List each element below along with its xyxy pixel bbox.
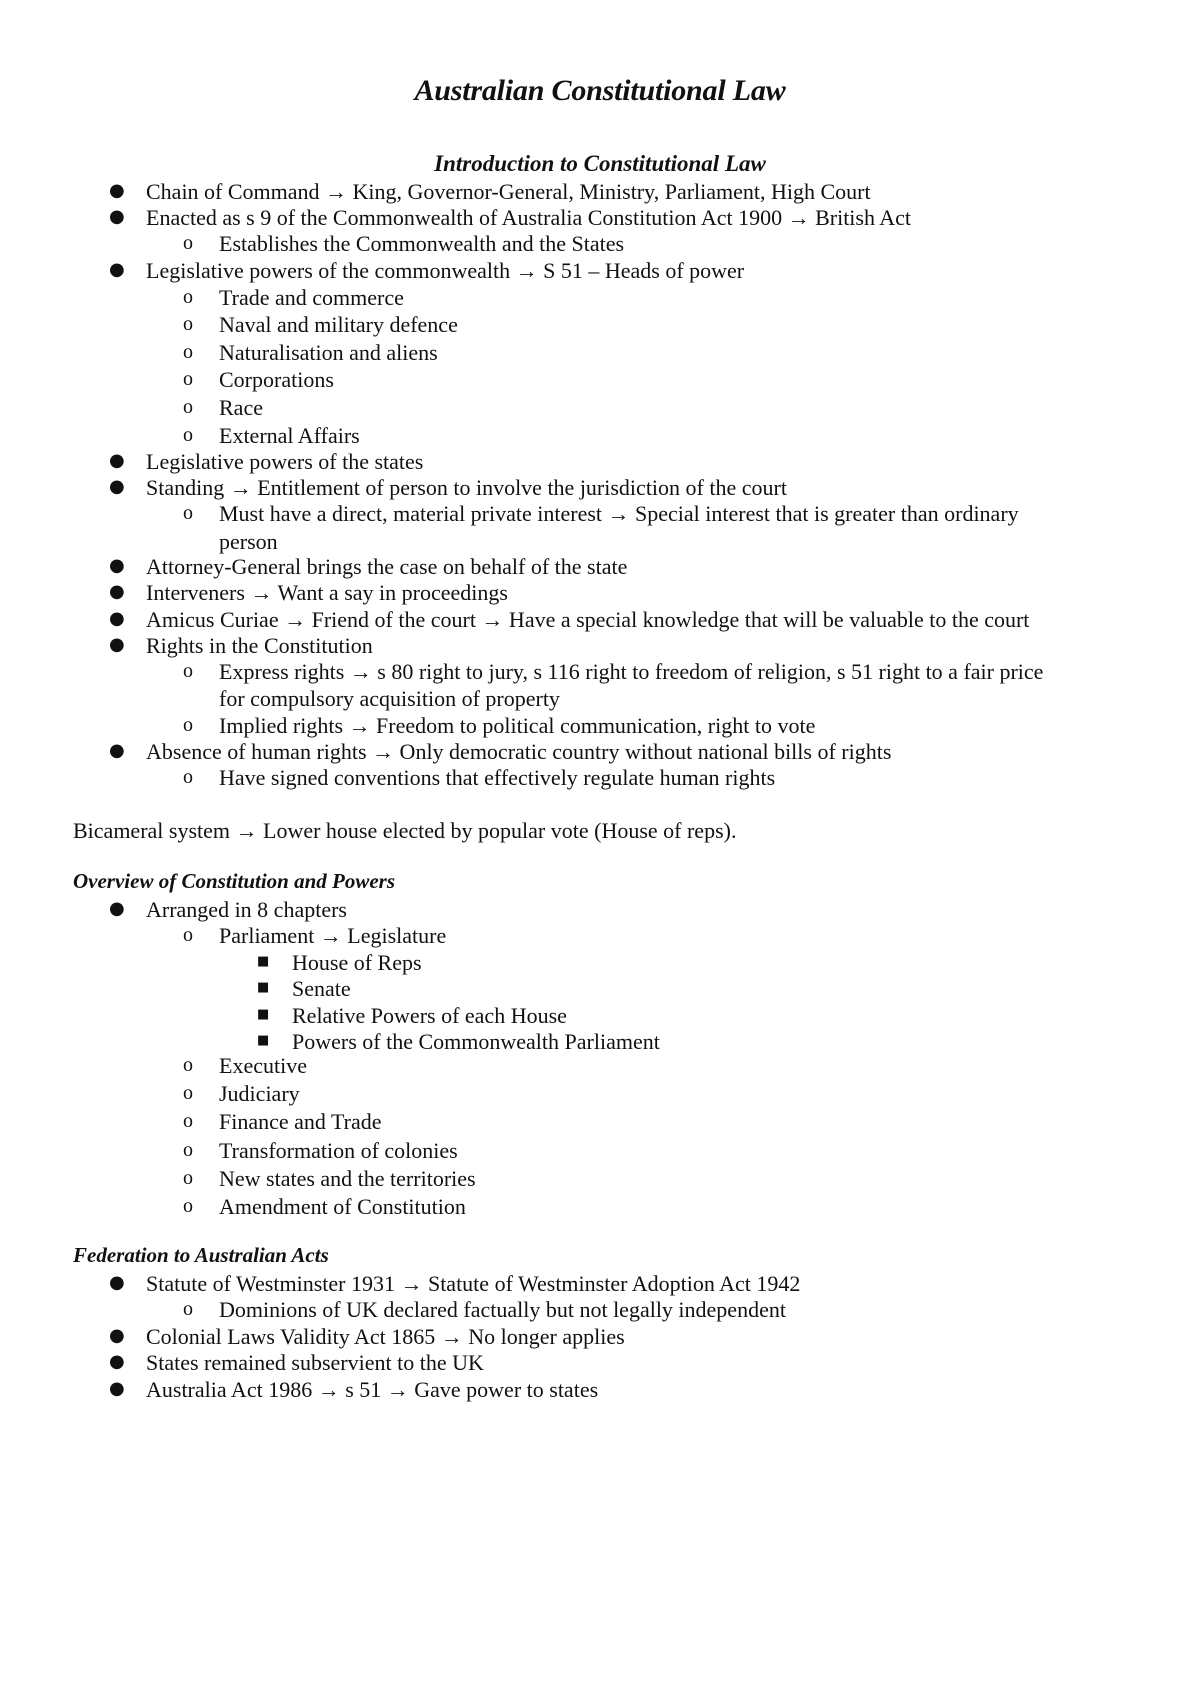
list-item: Chain of Command → King, Governor-General, Ministry, Parliament, High Court <box>146 179 871 204</box>
bullet-icon: ● <box>109 581 125 602</box>
list-item: Parliament → Legislature <box>219 923 447 948</box>
sub-bullet-icon: o <box>183 714 193 736</box>
square-bullet-icon: ■ <box>257 1033 270 1048</box>
sub-bullet-icon: o <box>183 396 193 418</box>
bullet-icon: ● <box>109 555 125 576</box>
list-item: Trade and commerce <box>219 285 404 310</box>
list-item: Legislative powers of the commonwealth → S 51 – Heads of power <box>146 258 745 283</box>
sub-bullet-icon: o <box>183 1167 193 1189</box>
sub-bullet-icon: o <box>183 424 193 446</box>
sub-bullet-icon: o <box>183 502 193 524</box>
sub-bullet-icon: o <box>183 1110 193 1132</box>
list-item: Legislative powers of the states <box>146 449 424 474</box>
document-title: Australian Constitutional Law <box>414 74 786 107</box>
list-item: Dominions of UK declared factually but not legally independent <box>219 1297 786 1322</box>
list-item: Relative Powers of each House <box>292 1003 567 1028</box>
list-item: Judiciary <box>219 1081 300 1106</box>
list-item: Arranged in 8 chapters <box>146 897 347 922</box>
bullet-icon: ● <box>109 1325 125 1346</box>
square-bullet-icon: ■ <box>257 1007 270 1022</box>
bullet-icon: ● <box>109 450 125 471</box>
sub-bullet-icon: o <box>183 1054 193 1076</box>
bullet-icon: ● <box>109 740 125 761</box>
square-bullet-icon: ■ <box>257 954 270 969</box>
bullet-icon: ● <box>109 608 125 629</box>
bullet-icon: ● <box>109 898 125 919</box>
list-item: Rights in the Constitution <box>146 633 373 658</box>
list-item: External Affairs <box>219 423 360 448</box>
sub-bullet-icon: o <box>183 313 193 335</box>
list-item: Have signed conventions that effectively regulate human rights <box>219 765 776 790</box>
list-item: Naval and military defence <box>219 312 458 337</box>
bullet-icon: ● <box>109 476 125 497</box>
list-item: Colonial Laws Validity Act 1865 → No longer applies <box>146 1324 625 1349</box>
sub-bullet-icon: o <box>183 1082 193 1104</box>
list-item: Absence of human rights → Only democratic country without national bills of rights <box>146 739 892 764</box>
sub-bullet-icon: o <box>183 232 193 254</box>
list-item: House of Reps <box>292 950 422 975</box>
section-heading-introduction: Introduction to Constitutional Law <box>434 151 766 176</box>
bullet-icon: ● <box>109 1378 125 1399</box>
sub-bullet-icon: o <box>183 1298 193 1320</box>
list-item: Powers of the Commonwealth Parliament <box>292 1029 660 1054</box>
paragraph-bicameral: Bicameral system → Lower house elected by popular vote (House of reps). <box>73 818 737 843</box>
bullet-icon: ● <box>109 1351 125 1372</box>
list-item-continuation: person <box>219 529 278 554</box>
sub-bullet-icon: o <box>183 660 193 682</box>
list-item: Amicus Curiae → Friend of the court → Have a special knowledge that will be valuable to the court <box>146 607 1030 632</box>
sub-bullet-icon: o <box>183 341 193 363</box>
sub-bullet-icon: o <box>183 1195 193 1217</box>
list-item: Amendment of Constitution <box>219 1194 466 1219</box>
section-heading-federation: Federation to Australian Acts <box>73 1243 329 1267</box>
sub-bullet-icon: o <box>183 924 193 946</box>
list-item: Interveners → Want a say in proceedings <box>146 580 508 605</box>
list-item: Transformation of colonies <box>219 1138 458 1163</box>
list-item: Attorney-General brings the case on behalf of the state <box>146 554 628 579</box>
bullet-icon: ● <box>109 1272 125 1293</box>
section-heading-overview: Overview of Constitution and Powers <box>73 869 396 893</box>
sub-bullet-icon: o <box>183 286 193 308</box>
list-item: Implied rights → Freedom to political communication, right to vote <box>219 713 816 738</box>
sub-bullet-icon: o <box>183 1139 193 1161</box>
list-item: Standing → Entitlement of person to involve the jurisdiction of the court <box>146 475 787 500</box>
list-item: Australia Act 1986 → s 51 → Gave power to states <box>146 1377 599 1402</box>
list-item: States remained subservient to the UK <box>146 1350 484 1375</box>
list-item: Enacted as s 9 of the Commonwealth of Australia Constitution Act 1900 → British Act <box>146 205 912 230</box>
list-item: Executive <box>219 1053 307 1078</box>
list-item: Race <box>219 395 263 420</box>
list-item: Statute of Westminster 1931 → Statute of Westminster Adoption Act 1942 <box>146 1271 801 1296</box>
list-item-continuation: for compulsory acquisition of property <box>219 686 560 711</box>
sub-bullet-icon: o <box>183 368 193 390</box>
bullet-icon: ● <box>109 180 125 201</box>
list-item: Senate <box>292 976 351 1001</box>
list-item: Finance and Trade <box>219 1109 382 1134</box>
list-item: Naturalisation and aliens <box>219 340 438 365</box>
bullet-icon: ● <box>109 259 125 280</box>
square-bullet-icon: ■ <box>257 980 270 995</box>
list-item: Must have a direct, material private interest → Special interest that is greater than ordinary <box>219 501 1019 526</box>
list-item: Corporations <box>219 367 334 392</box>
list-item: Express rights → s 80 right to jury, s 116 right to freedom of religion, s 51 right to a fair price <box>219 659 1044 684</box>
list-item: New states and the territories <box>219 1166 476 1191</box>
bullet-icon: ● <box>109 206 125 227</box>
bullet-icon: ● <box>109 634 125 655</box>
list-item: Establishes the Commonwealth and the States <box>219 231 625 256</box>
sub-bullet-icon: o <box>183 766 193 788</box>
